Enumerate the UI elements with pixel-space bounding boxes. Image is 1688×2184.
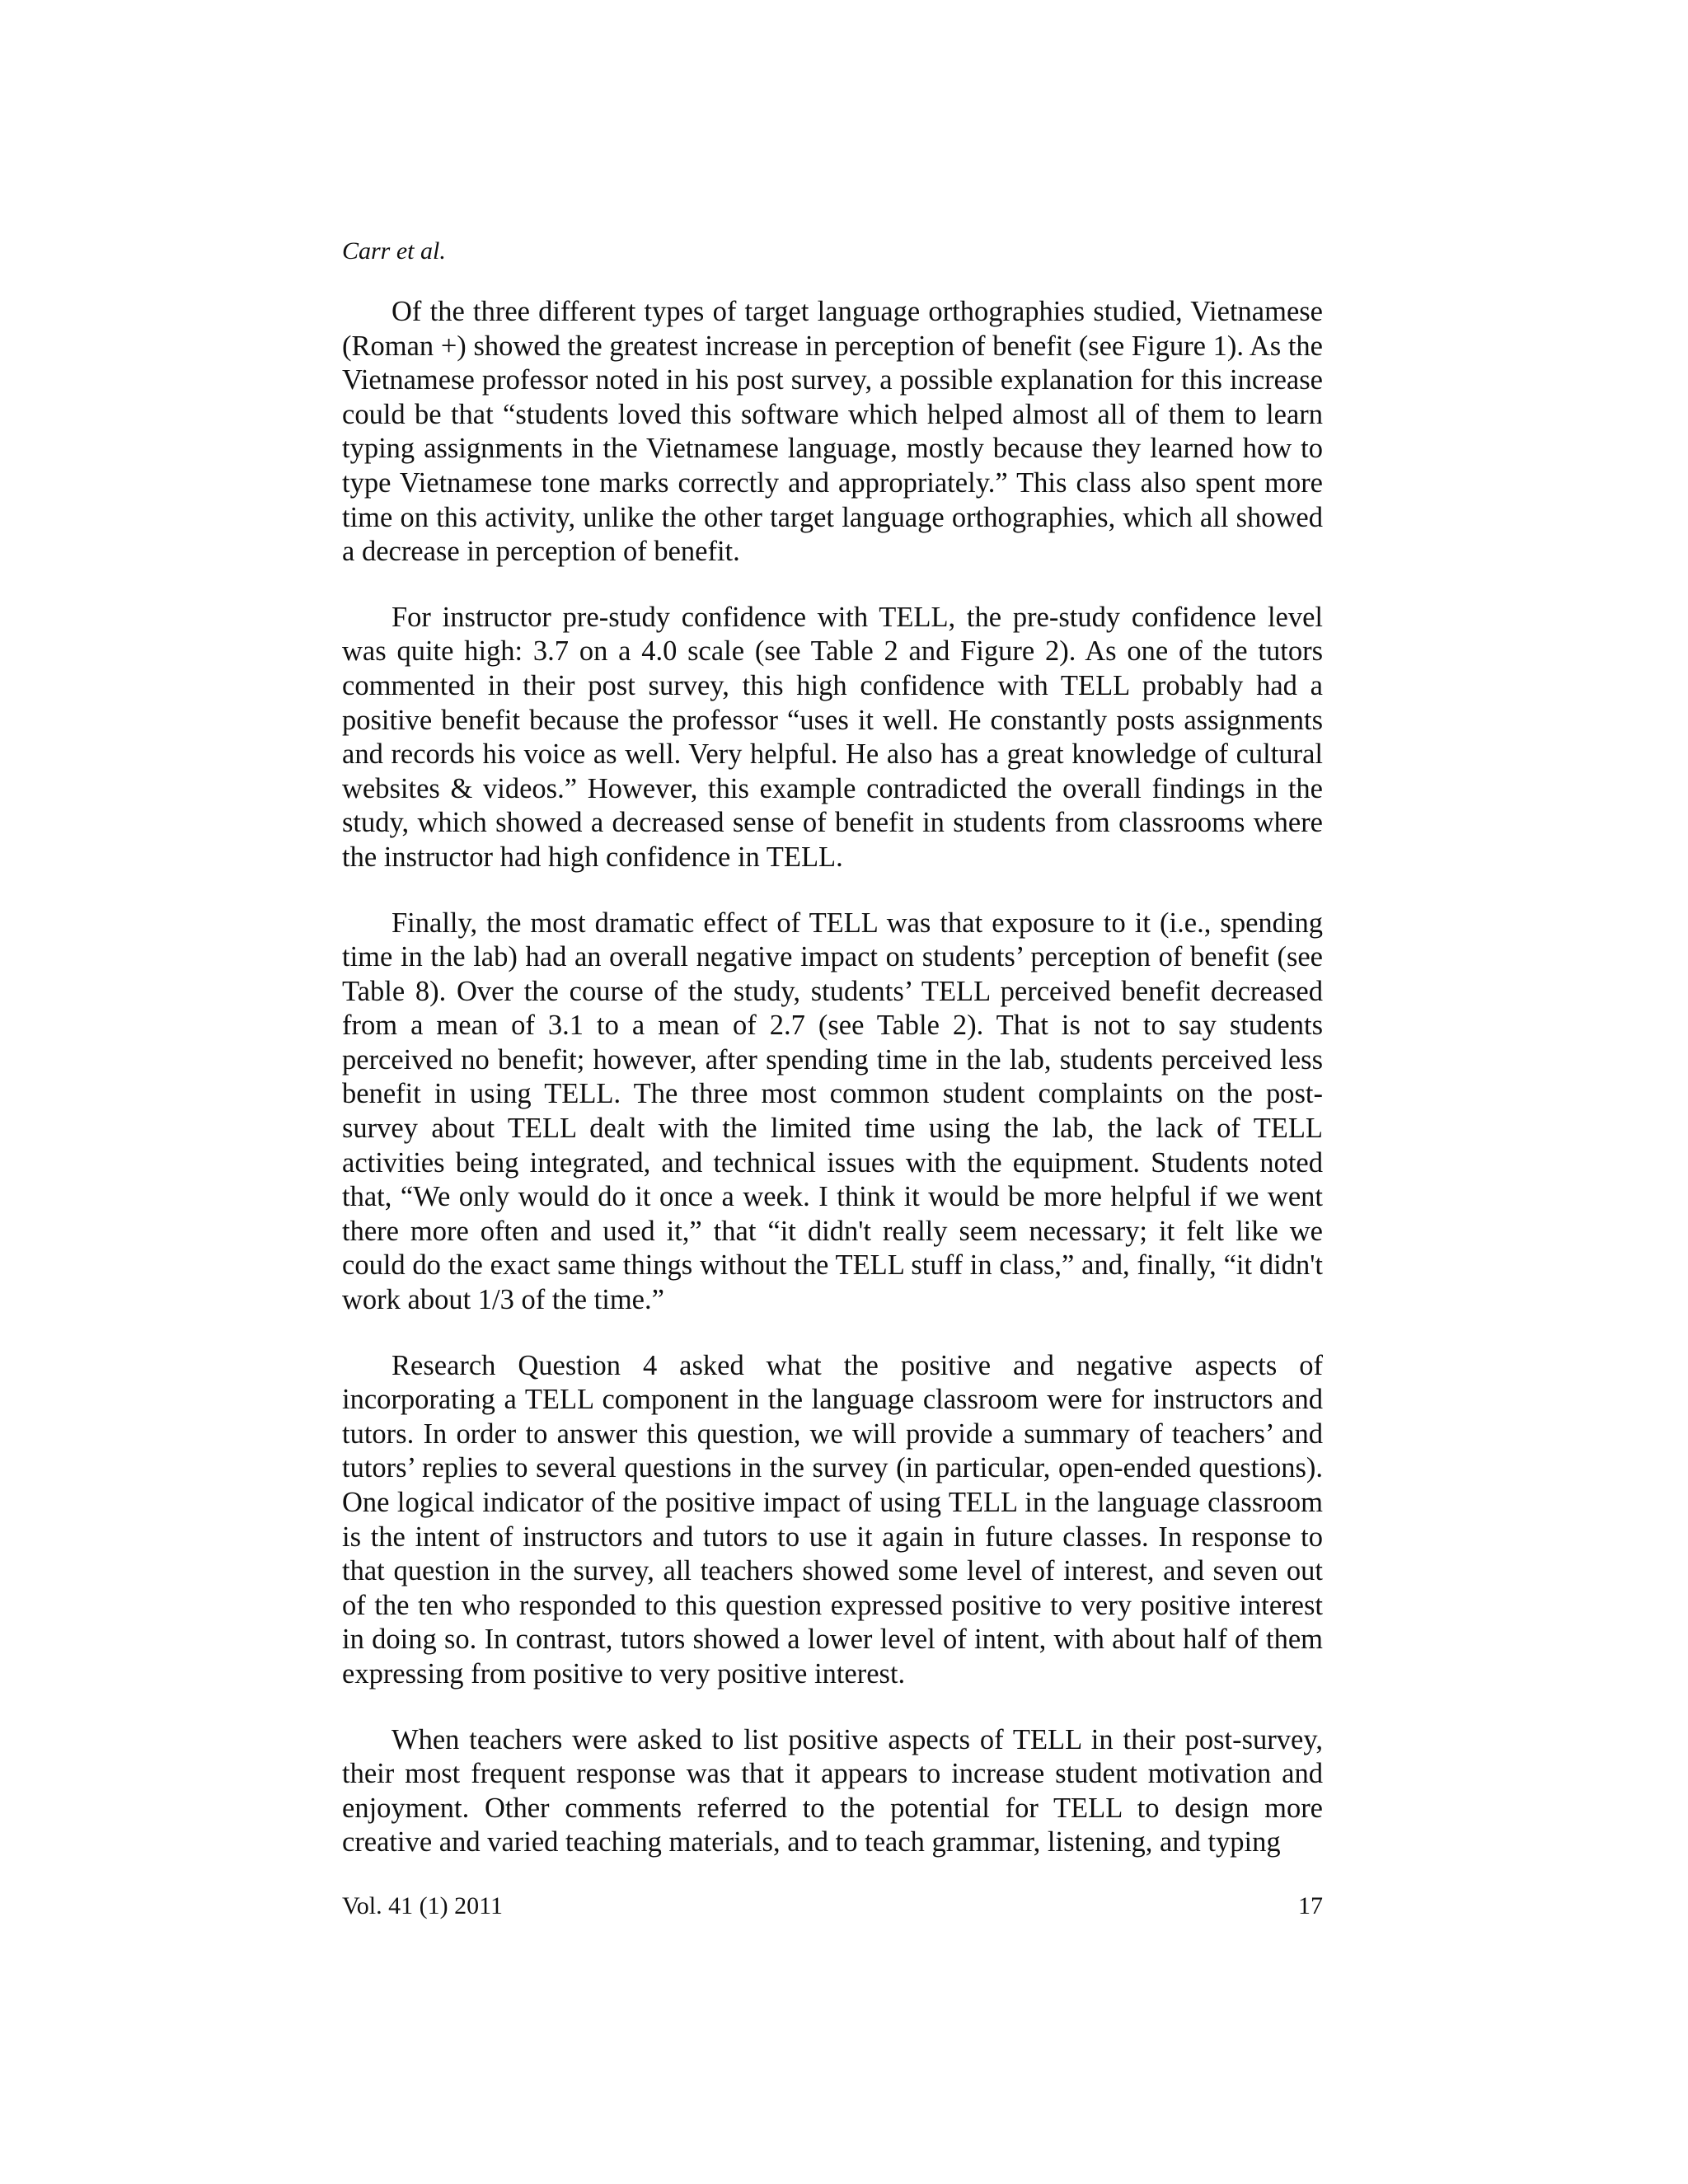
body-text <box>342 295 1323 1891</box>
page-number: 17 <box>1298 1892 1323 1919</box>
paragraph-exposure-impact: Finally, the most dramatic effect of TELL was that exposure to it (i.e., spending time in the lab) had an overall negative impact on students’ perception of benefit (see Table 8). Over the course of the study, students’ TELL perceived benefit decreased from a mean of 3.1 to a mean of 2.7 (see Table 2). That is not to say students perceived no benefit; however, after spending time in the lab, students perceived less benefit in using TELL. The three most common student complaints on the post-survey about TELL dealt with the limited time using the lab, the lack of TELL activities being integrated, and technical issues with the equipment. Students noted that, “We only would do it once a week. I think it would be more helpful if we went there more often and used it,” that “it didn't really seem necessary; it felt like we could do the exact same things without the TELL stuff in class,” and, finally, “it didn't work about 1/3 of the time.” <box>342 907 1323 1316</box>
running-head: Carr et al. <box>342 237 446 265</box>
paragraph-instructor-confidence: For instructor pre-study confidence with TELL, the pre-study confidence level was quite high: 3.7 on a 4.0 scale (see Table 2 and Figure 2). As one of the tutors commented in their post survey, this high confidence with TELL probably had a positive benefit because the professor “uses it well. He constantly posts assignments and records his voice as well. Very helpful. He also has a great knowledge of cultural websites & videos.” However, this example contradicted the overall findings in the study, which showed a decreased sense of benefit in students from classrooms where the instructor had high confidence in TELL. <box>342 601 1323 873</box>
paragraph-orthography-benefit: Of the three different types of target language orthographies studied, Vietnamese (Roman +) showed the greatest increase in perception of benefit (see Figure 1). As the Vietnamese professor noted in his post survey, a possible explanation for this increase could be that “students loved this software which helped almost all of them to learn typing assignments in the Vietnamese language, mostly because they learned how to type Vietnamese tone marks correctly and appropriately.” This class also spent more time on this activity, unlike the other target language orthographies, which all showed a decrease in perception of benefit. <box>342 296 1323 568</box>
paragraph-research-question-4: Research Question 4 asked what the positive and negative aspects of incorporating a TELL component in the language classroom were for instructors and tutors. In order to answer this question, we will provide a summary of teachers’ and tutors’ replies to several questions in the survey (in particular, open-ended questions). One logical indicator of the positive impact of using TELL in the language classroom is the intent of instructors and tutors to use it again in future classes. In response to that question in the survey, all teachers showed some level of interest, and seven out of the ten who responded to this question expressed positive to very positive interest in doing so. In contrast, tutors showed a lower level of intent, with about half of them expressing from positive to very positive interest. <box>342 1349 1323 1690</box>
paragraph-positive-aspects: When teachers were asked to list positive aspects of TELL in their post-survey, their most frequent response was that it appears to increase student motivation and enjoyment. Other comments referred to the potential for TELL to design more creative and varied teaching materials, and to teach grammar, listening, and typing <box>342 1723 1323 1858</box>
footer-volume: Vol. 41 (1) 2011 <box>342 1892 503 1919</box>
